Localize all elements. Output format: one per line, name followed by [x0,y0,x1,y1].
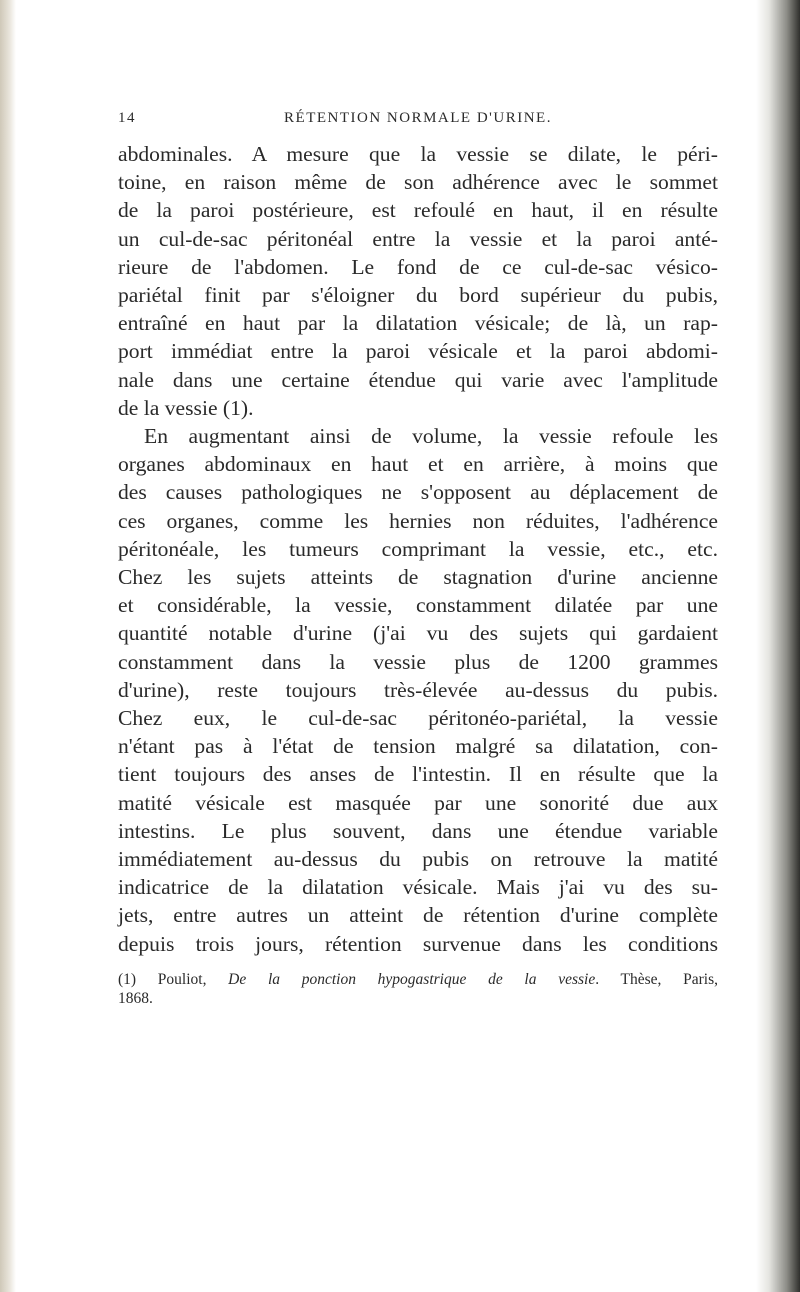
text-line: organes abdominaux en haut et en arrière, à moins que [118,452,718,477]
footnote-marker: (1) Pouliot, [118,970,229,988]
scanned-page [118,104,718,1008]
text-line: et considérable, la vessie, constamment dilatée par une [118,593,718,618]
text-line: En augmentant ainsi de volume, la vessie refoule les [144,424,718,449]
text-line: de la vessie (1). [118,395,254,420]
paragraph-1 [118,140,718,422]
text-line: Chez les sujets atteints de stagnation d'urine ancienne [118,565,718,590]
text-line: Chez eux, le cul-de-sac péritonéo-pariétal, la vessie [118,706,718,731]
text-line: intestins. Le plus souvent, dans une étendue variable [118,818,718,843]
text-line: rieure de l'abdomen. Le fond de ce cul-de-sac vésico- [118,254,718,279]
text-line: depuis trois jours, rétention survenue dans les conditions [118,931,718,956]
text-line: n'étant pas à l'état de tension malgré sa dilatation, con- [118,734,718,759]
text-line: abdominales. A mesure que la vessie se dilate, le péri- [118,142,718,166]
text-line: des causes pathologiques ne s'opposent au déplacement de [118,480,718,505]
page-header [118,104,718,140]
footnote-source: . Thèse, Paris, [595,970,718,988]
book-spine-edge [756,0,800,1292]
footnote-year: 1868. [118,989,153,1007]
footnote-title: De la ponction hypogastrique de la vessie [228,970,596,988]
running-title: RÉTENTION NORMALE D'URINE. [284,110,552,126]
text-line: de la paroi postérieure, est refoulé en haut, il en résulte [118,198,718,223]
text-line: pariétal finit par s'éloigner du bord supérieur du pubis, [118,283,718,308]
text-line: péritonéale, les tumeurs comprimant la vessie, etc., etc. [118,536,718,561]
footnote-line [118,970,718,989]
text-line: toine, en raison même de son adhérence avec le sommet [118,170,718,195]
text-line: un cul-de-sac péritonéal entre la vessie et la paroi anté- [118,226,718,251]
body-text [118,140,718,958]
text-line: ces organes, comme les hernies non réduites, l'adhérence [118,508,718,533]
text-line: matité vésicale est masquée par une sonorité due aux [118,790,718,815]
text-line: port immédiat entre la paroi vésicale et la paroi abdomi- [118,339,718,364]
text-line: indicatrice de la dilatation vésicale. Mais j'ai vu des su- [118,875,718,900]
text-line: nale dans une certaine étendue qui varie avec l'amplitude [118,367,718,392]
text-line: constamment dans la vessie plus de 1200 grammes [118,649,718,674]
text-line: quantité notable d'urine (j'ai vu des sujets qui gardaient [118,621,718,646]
text-line: jets, entre autres un atteint de rétention d'urine complète [118,903,718,928]
page-number: 14 [118,110,136,126]
text-line: tient toujours des anses de l'intestin. Il en résulte que la [118,762,718,787]
text-line: immédiatement au-dessus du pubis on retrouve la matité [118,847,718,872]
page-edge-shadow-left [0,0,16,1292]
text-line: entraîné en haut par la dilatation vésicale; de là, un rap- [118,311,718,336]
footnote [118,970,718,1008]
text-line: d'urine), reste toujours très-élevée au-dessus du pubis. [118,677,718,702]
paragraph-2 [118,422,718,958]
